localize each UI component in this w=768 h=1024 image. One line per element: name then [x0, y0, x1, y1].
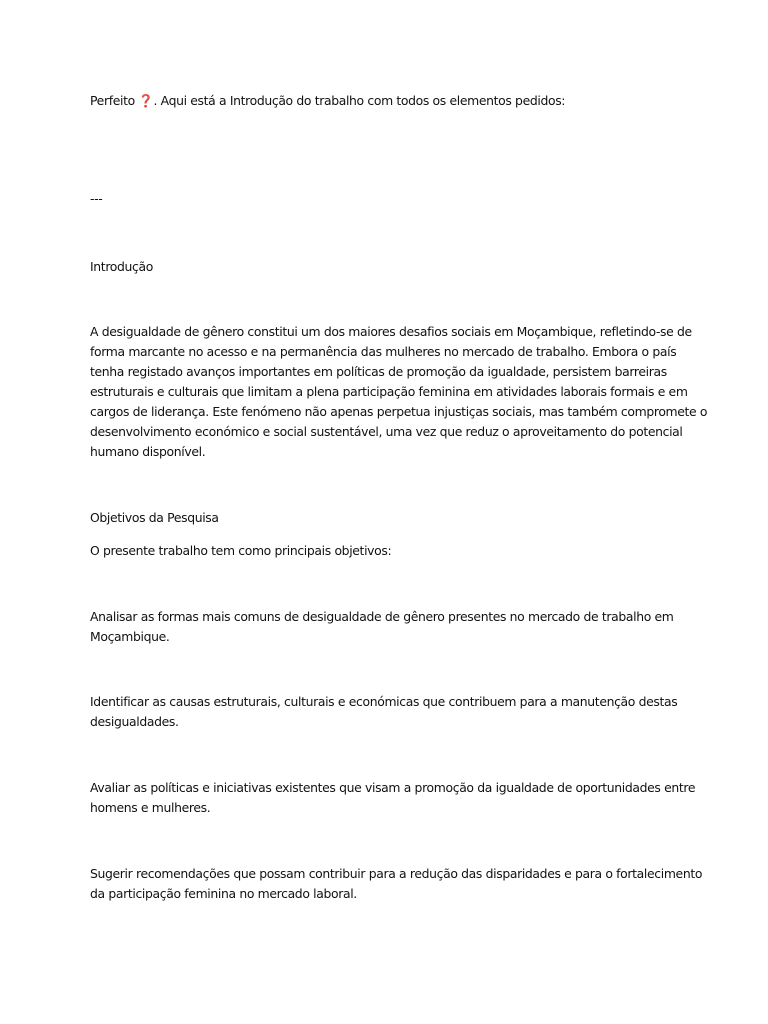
objective-line: Avaliar as políticas e iniciativas existentes que visam a promoção da igualdade de oportunidades entre [90, 780, 696, 795]
objective-item [90, 778, 696, 818]
paragraph-line: humano disponível. [90, 444, 206, 459]
intro-line: Perfeito ❓. Aqui está a Introdução do trabalho com todos os elementos pedidos: [90, 93, 566, 108]
heading-objectives: Objetivos da Pesquisa [90, 510, 219, 525]
objective-line: Analisar as formas mais comuns de desigualdade de gênero presentes no mercado de trabalho em [90, 609, 674, 624]
objective-line: Moçambique. [90, 629, 170, 644]
separator: --- [90, 191, 103, 206]
objective-line: da participação feminina no mercado laboral. [90, 886, 357, 901]
paragraph-line: forma marcante no acesso e na permanência das mulheres no mercado de trabalho. Embora o país [90, 344, 677, 359]
objective-item [90, 692, 690, 732]
objective-item [90, 607, 690, 647]
paragraph-line: estruturais e culturais que limitam a plena participação feminina em atividades laborais formais e em [90, 384, 688, 399]
objective-line: Sugerir recomendações que possam contribuir para a redução das disparidades e para o fortalecimento [90, 866, 703, 881]
paragraph-line: desenvolvimento económico e social sustentável, uma vez que reduz o aproveitamento do potencial [90, 424, 683, 439]
paragraph-line: cargos de liderança. Este fenómeno não apenas perpetua injustiças sociais, mas também compromete o [90, 404, 708, 419]
introduction-paragraph [90, 322, 708, 462]
objectives-lead: O presente trabalho tem como principais objetivos: [90, 543, 392, 558]
paragraph-line: tenha registado avanços importantes em políticas de promoção da igualdade, persistem barreiras [90, 364, 667, 379]
paragraph-line: A desigualdade de gênero constitui um dos maiores desafios sociais em Moçambique, refletindo-se de [90, 324, 692, 339]
objective-line: Identificar as causas estruturais, culturais e económicas que contribuem para a manutenção destas [90, 694, 678, 709]
objective-line: homens e mulheres. [90, 800, 211, 815]
objective-line: desigualdades. [90, 714, 179, 729]
heading-introduction: Introdução [90, 259, 153, 274]
objective-item [90, 864, 703, 904]
